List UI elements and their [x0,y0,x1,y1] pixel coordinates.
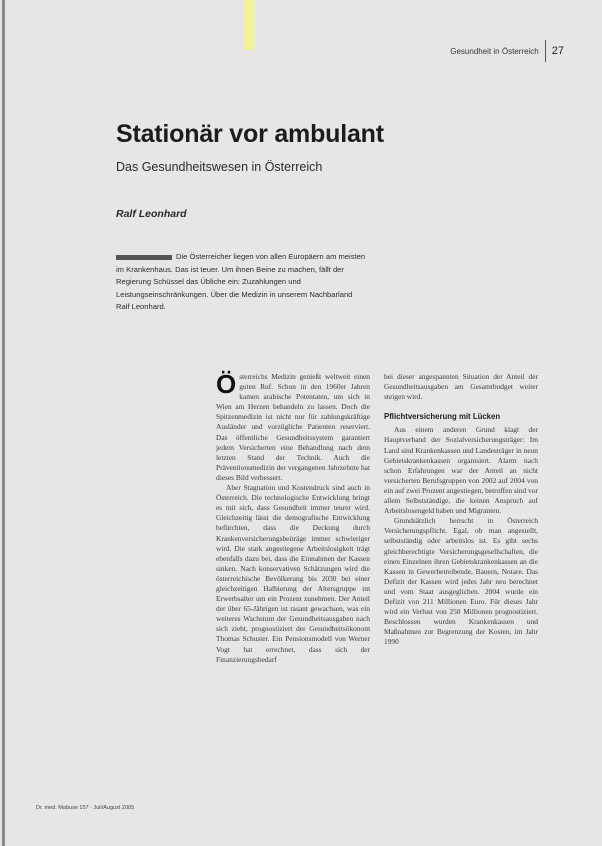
drop-cap: Ö [216,369,237,399]
article-lead [116,251,366,314]
footer-citation: Dr. med. Mabuse 157 · Juli/August 2005 [36,805,135,811]
header-divider [545,40,546,62]
lead-text: Die Österreicher liegen von allen Europäern am meisten im Krankenhaus. Das ist teuer. Um ihnen Beine zu machen, fällt der Regierung Schüssel das Übliche ein: Zuzahlungen und Leistungseinschränkungen. Über die Medizin in unserem Nachbarland Ralf Leonhard. [116,252,366,311]
article-subtitle: Das Gesundheitswesen in Österreich [116,160,323,174]
section-subhead: Pflichtversicherung mit Lücken [384,412,501,422]
paragraph: Aber Stagnation und Kostendruck sind auch in Österreich. Die technologische Entwicklung bringt es mit sich, dass Gesundheit immer teurer wird. Gleichzeitig lässt die demografische Entwicklung befürchten, dass die Deckung durch Krankenversicherungsbeiträge immer schwieriger wird. Die stark angestiegene Arbeitslosigkeit trägt ebenfalls dazu bei, dass die Einnahmen der Kassen sinken. Nach konservativen Schätzungen wird die österreichische Bevölkerung bis 2030 bei einer gleichzeitigen Halbierung der Altersgruppe im Erwerbsalter um ein Prozent zunehmen. Der Anteil der über 65-Jährigen ist rasant gewachsen, was ein weiteres Wachstum der Gesundheitsausgaben nach sich zieht, prognostiziert der Gesundheitsökonom Thomas Schuster. Ein Pensionsmodell von Werner Vogt hat errechnet, dass sich der Finanzierungsbedarf [216,483,370,664]
sticky-note-strip [244,0,254,50]
paragraph: Aus einem anderen Grund klagt der Hauptverband der Sozialversicherungsträger: Im Land sind Krankenkassen und Landesträger in neun Gebietskrankenkassen organisiert. Alarm nach schon Erfahrungen war der Anteil an nicht versicherten Berufsgruppen von 2002 auf 2004 von ein auf zwei Prozent angestiegen, betroffen sind vor allem Selbstständige, die keinen Anspruch auf Arbeitslosengeld haben und Migranten. [384,425,538,516]
section-title: Gesundheit in Österreich [450,46,539,56]
body-column-2 [384,372,538,647]
scan-edge [2,0,5,846]
paragraph: Grundsätzlich herrscht in Österreich Versicherungspflicht. Egal, ob man angestellt, selbstständig oder arbeitslos ist. Es gibt sechs gleichberechtigte Versicherungsgesellschaften, die einen Einzelnen ihren Gebietskrankenkassen an die Kassen in Gewerbetreibende, Bauern, Notare. Das Defizit der Kassen wird jedes Jahr neu berechnet und vom Staat ausgeglichen. 2004 wurde ein Defizit von 211 Millionen Euro. Für dieses Jahr wird ein Verlust von 250 Millionen prognostiziert. Beschlossen wurden Krankenkassen und Maßnahmen zur Begrenzung der Kosten, im Jahr 1990 [384,516,538,647]
paragraph: bei dieser angespannten Situation der Anteil der Gesundheitsausgaben am Gesamtbudget weiter steigen wird. [384,372,538,402]
page-number: 27 [551,45,564,57]
article-author: Ralf Leonhard [116,208,187,220]
lead-bar-decoration [116,255,172,260]
article-title: Stationär vor ambulant [116,120,384,148]
paragraph: sterreichs Medizin genießt weltweit einen guten Ruf. Schon in den 1960er Jahren kamen arabische Potentaten, um sich in Wien am Herzen behandeln zu lassen. Doch die Spitzenmedizin ist nicht nur für zahlungskräftige Ausländer und vorzügliche Patienten reserviert. Das öffentliche Gesundheitssystem garantiert jedem Versicherten eine Behandlung nach dem letzten Stand der Technik. Auch die Präventionsmedizin der vergangenen Jahrzehnte hat dieses Bild verbessert. [216,372,370,482]
body-column-1 [216,369,370,665]
running-header [450,40,564,62]
